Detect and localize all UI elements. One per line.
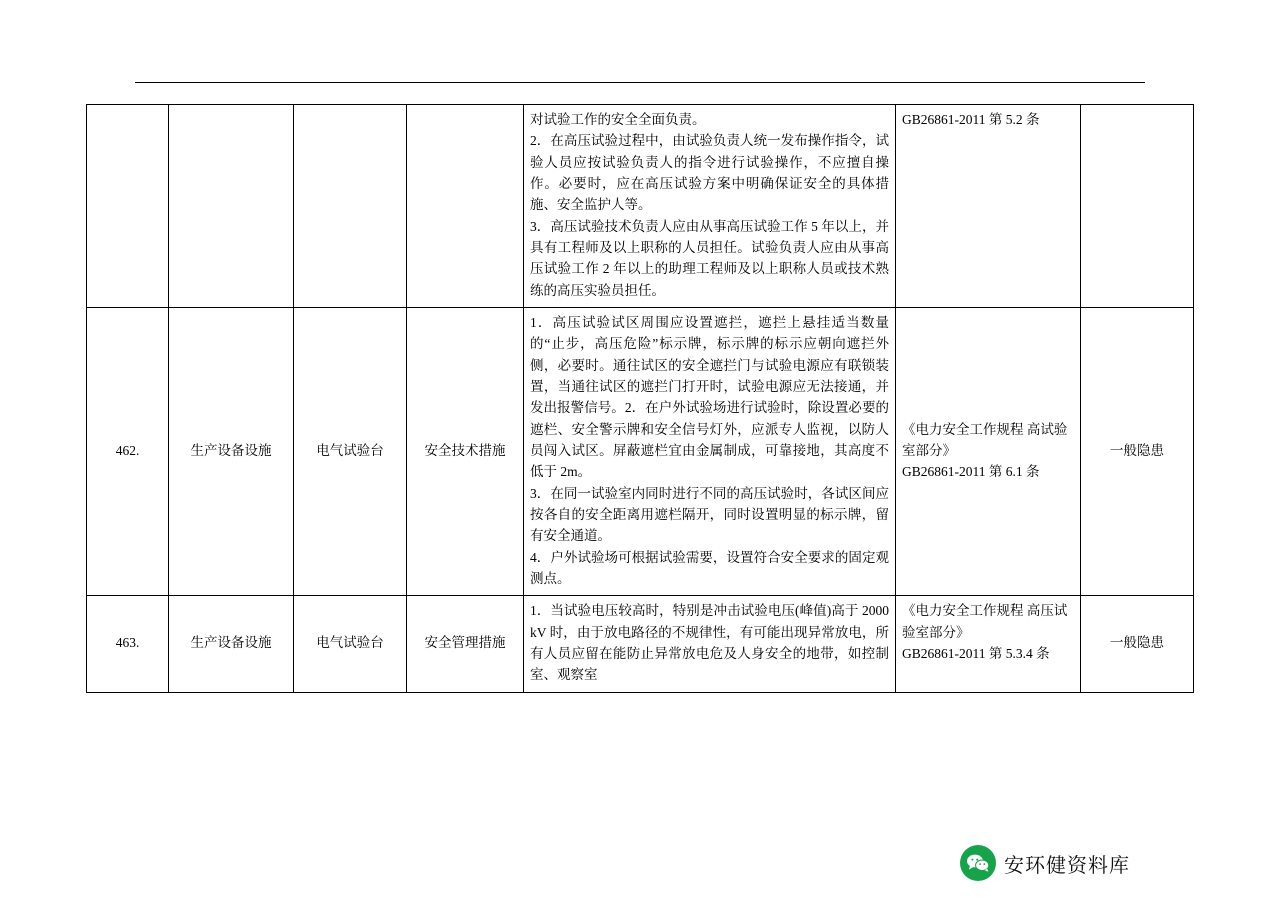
- footer-brand: [960, 845, 1130, 881]
- cell-measure: 安全技术措施: [407, 307, 524, 595]
- table-row: [87, 596, 1194, 692]
- cell-description: [524, 596, 896, 692]
- basis-line: GB26861-2011 第 5.2 条: [902, 112, 1040, 127]
- cell-basis: [896, 105, 1081, 308]
- cell-number: [87, 105, 169, 308]
- cell-object: 电气试验台: [294, 596, 407, 692]
- cell-description: [524, 307, 896, 595]
- brand-label: 安环健资料库: [1004, 854, 1130, 877]
- cell-category: [169, 105, 294, 308]
- cell-measure: [407, 105, 524, 308]
- basis-line: GB26861-2011 第 6.1 条: [902, 464, 1040, 480]
- cell-measure: 安全管理措施: [407, 596, 524, 692]
- cell-number: 463.: [87, 596, 169, 692]
- description-line: 2．在高压试验过程中，由试验负责人统一发布操作指令，试验人员应按试验负责人的指令进行试验操作，不应擅自操作。必要时，应在高压试验方案中明确保证安全的具体措施、安全监护人等。: [530, 133, 889, 213]
- wechat-icon: [960, 845, 996, 881]
- cell-level: 一般隐患: [1081, 307, 1194, 595]
- cell-category: 生产设备设施: [169, 596, 294, 692]
- cell-basis: [896, 307, 1081, 595]
- basis-line: 《电力安全工作规程 高压试验室部分》: [902, 603, 1068, 640]
- cell-level: 一般隐患: [1081, 596, 1194, 692]
- description-line: 1．高压试验试区周围应设置遮拦，遮拦上悬挂适当数量的“止步，高压危险”标示牌，标示牌的标示应朝向遮拦外侧，必要时。通往试区的安全遮拦门与试验电源应有联锁装置，当通往试区的遮拦门打开时，试验电源应无法接通，并发出报警信号。2．在户外试验场进行试验时，除设置必要的遮栏、安全警示牌和安全信号灯外，应派专人监视，以防人员闯入试区。屏蔽遮栏宜由金属制成，可靠接地，其高度不低于 2m。: [530, 314, 889, 480]
- cell-description: [524, 105, 896, 308]
- basis-line: GB26861-2011 第 5.3.4 条: [902, 645, 1050, 661]
- table-row: [87, 105, 1194, 308]
- description-line: 对试验工作的安全全面负责。: [530, 112, 706, 127]
- table-row: [87, 307, 1194, 595]
- header-rule: [135, 82, 1145, 83]
- cell-object: [294, 105, 407, 308]
- cell-object: 电气试验台: [294, 307, 407, 595]
- description-line: 3．在同一试验室内同时进行不同的高压试验时，各试区间应按各自的安全距离用遮栏隔开，同时设置明显的标示牌，留有安全通道。: [530, 485, 889, 544]
- cell-number: 462.: [87, 307, 169, 595]
- description-line: 3．高压试验技术负责人应由从事高压试验工作 5 年以上，并具有工程师及以上职称的人员担任。试验负责人应由从事高压试验工作 2 年以上的助理工程师及以上职称人员或技术熟练的高压实验员担任。: [530, 218, 889, 298]
- cell-basis: [896, 596, 1081, 692]
- hazard-checklist-table: [86, 104, 1194, 693]
- description-line: 4．户外试验场可根据试验需要，设置符合安全要求的固定观测点。: [530, 549, 889, 586]
- cell-category: 生产设备设施: [169, 307, 294, 595]
- basis-line: 《电力安全工作规程 高试验室部分》: [902, 421, 1068, 458]
- description-line: 1．当试验电压较高时，特别是冲击试验电压(峰值)高于 2000 kV 时，由于放电路径的不规律性，有可能出现异常放电，所有人员应留在能防止异常放电危及人身安全的地带，如控制室、观察室: [530, 603, 889, 683]
- cell-level: [1081, 105, 1194, 308]
